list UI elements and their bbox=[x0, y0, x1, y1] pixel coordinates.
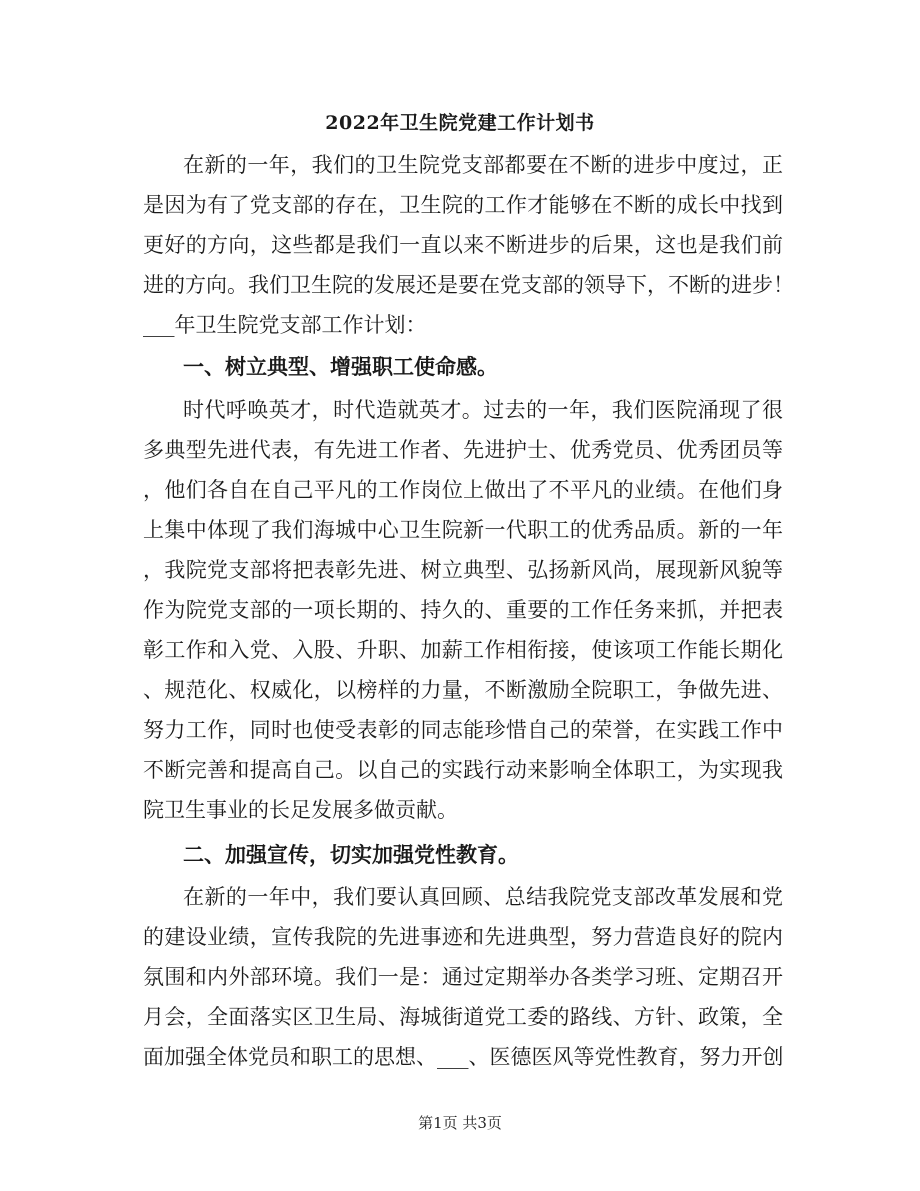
paragraph-line: 作为院党支部的一项长期的、持久的、重要的工作任务来抓，并把表 bbox=[143, 598, 783, 622]
paragraph-line: ___年卫生院党支部工作计划： bbox=[143, 313, 427, 337]
paragraph-line: 在新的一年中，我们要认真回顾、总结我院党支部改革发展和党 bbox=[183, 885, 783, 909]
paragraph-line: 的建设业绩，宣传我院的先进事迹和先进典型，努力营造良好的院内 bbox=[143, 925, 783, 949]
paragraph-line: 进的方向。我们卫生院的发展还是要在党支部的领导下，不断的进步！ bbox=[143, 273, 794, 297]
paragraph-line: 是因为有了党支部的存在，卫生院的工作才能够在不断的成长中找到 bbox=[143, 193, 783, 217]
paragraph-line: 月会，全面落实区卫生局、海城街道党工委的路线、方针、政策，全 bbox=[143, 1005, 783, 1029]
paragraph-line: ，他们各自在自己平凡的工作岗位上做出了不平凡的业绩。在他们身 bbox=[143, 478, 783, 502]
section-heading: 二、加强宣传，切实加强党性教育。 bbox=[183, 842, 519, 867]
section-heading: 一、树立典型、增强职工使命感。 bbox=[183, 354, 498, 379]
paragraph-line: 多典型先进代表，有先进工作者、先进护士、优秀党员、优秀团员等 bbox=[143, 438, 783, 462]
paragraph-line: 面加强全体党员和职工的思想、___、医德医风等党性教育，努力开创 bbox=[143, 1045, 784, 1069]
paragraph-line: 更好的方向，这些都是我们一直以来不断进步的后果，这也是我们前 bbox=[143, 233, 783, 257]
paragraph-line: 氛围和内外部环境。我们一是：通过定期举办各类学习班、定期召开 bbox=[143, 965, 783, 989]
paragraph-line: 、规范化、权威化，以榜样的力量，不断激励全院职工，争做先进、 bbox=[143, 678, 783, 702]
paragraph-line: 上集中体现了我们海城中心卫生院新一代职工的优秀品质。新的一年 bbox=[143, 518, 783, 542]
paragraph-line: 彰工作和入党、入股、升职、加薪工作相衔接，使该项工作能长期化 bbox=[143, 638, 783, 662]
paragraph-line: 在新的一年，我们的卫生院党支部都要在不断的进步中度过，正 bbox=[183, 153, 783, 177]
paragraph-line: 院卫生事业的长足发展多做贡献。 bbox=[143, 798, 458, 822]
page-number-footer: 第1页 共3页 bbox=[418, 1114, 502, 1132]
paragraph-line: 不断完善和提高自己。以自己的实践行动来影响全体职工，为实现我 bbox=[143, 758, 783, 782]
paragraph-line: ，我院党支部将把表彰先进、树立典型、弘扬新风尚，展现新风貌等 bbox=[143, 558, 783, 582]
document-title: 2022年卫生院党建工作计划书 bbox=[325, 112, 595, 134]
paragraph-line: 时代呼唤英才，时代造就英才。过去的一年，我们医院涌现了很 bbox=[183, 398, 783, 422]
paragraph-line: 努力工作，同时也使受表彰的同志能珍惜自己的荣誉，在实践工作中 bbox=[143, 718, 783, 742]
